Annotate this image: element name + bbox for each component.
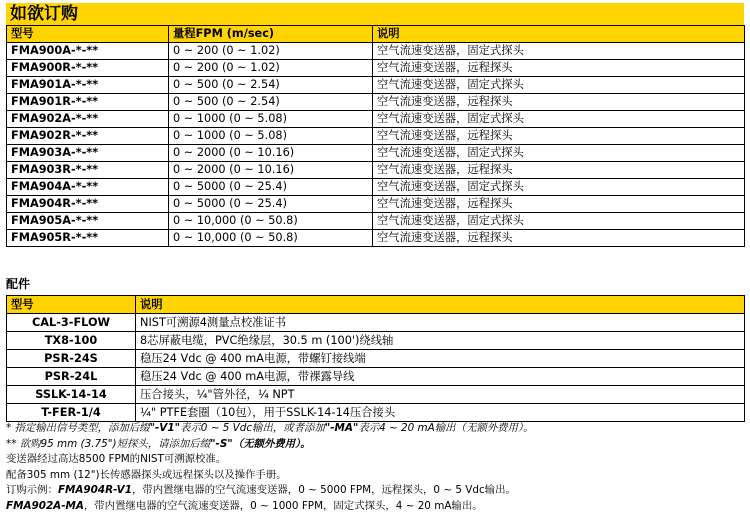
table-row <box>7 60 745 77</box>
table-row <box>7 213 745 230</box>
acc-header-description: 说明 <box>136 296 745 314</box>
acc-model-cell: T-FER-1/4 <box>7 404 136 422</box>
table-row <box>7 128 745 145</box>
description-cell: 空气流速变送器，固定式探头 <box>373 213 745 230</box>
acc-header-model: 型号 <box>7 296 136 314</box>
description-cell: 空气流速变送器，固定式探头 <box>373 179 745 196</box>
table-row <box>7 145 745 162</box>
notes <box>6 421 746 515</box>
range-cell: 0 ~ 200 (0 ~ 1.02) <box>169 43 373 60</box>
note-example-1: 订购示例：FMA904R-V1，带内置继电器的空气流速变送器，0 ~ 5000 FPM，远程探头，0 ~ 5 Vdc输出。 <box>6 484 516 497</box>
model-cell: FMA900R-*-** <box>7 60 169 77</box>
range-cell: 0 ~ 1000 (0 ~ 5.08) <box>169 128 373 145</box>
model-cell: FMA902R-*-** <box>7 128 169 145</box>
description-cell: 空气流速变送器，固定式探头 <box>373 43 745 60</box>
table-row <box>7 404 745 422</box>
table-row <box>7 179 745 196</box>
header-range: 量程FPM (m/sec) <box>169 26 373 43</box>
table-row <box>7 350 745 368</box>
table-row <box>7 77 745 94</box>
range-cell: 0 ~ 2000 (0 ~ 10.16) <box>169 162 373 179</box>
acc-description-cell: NIST可溯源4测量点校准证书 <box>136 314 745 332</box>
table-row <box>7 332 745 350</box>
description-cell: 空气流速变送器，固定式探头 <box>373 111 745 128</box>
description-cell: 空气流速变送器，远程探头 <box>373 94 745 111</box>
range-cell: 0 ~ 5000 (0 ~ 25.4) <box>169 179 373 196</box>
accessories-table <box>6 295 745 422</box>
acc-description-cell: 8芯屏蔽电缆，PVC绝缘层，30.5 m (100')绕线轴 <box>136 332 745 350</box>
note-included: 配备305 mm (12")长传感器探头或远程探头以及操作手册。 <box>6 468 287 481</box>
note-short-probe: ** 欲购95 mm (3.75")短探头，请添加后缀"-S"（无额外费用）。 <box>6 437 311 450</box>
acc-description-cell: 稳压24 Vdc @ 400 mA电源，带裸露导线 <box>136 368 745 386</box>
header-description: 说明 <box>373 26 745 43</box>
model-cell: FMA903R-*-** <box>7 162 169 179</box>
table-row <box>7 386 745 404</box>
description-cell: 空气流速变送器，远程探头 <box>373 196 745 213</box>
range-cell: 0 ~ 500 (0 ~ 2.54) <box>169 77 373 94</box>
model-cell: FMA905R-*-** <box>7 230 169 247</box>
table-row <box>7 111 745 128</box>
acc-description-cell: 压合接头，¼"管外径，¼ NPT <box>136 386 745 404</box>
model-cell: FMA902A-*-** <box>7 111 169 128</box>
table-row <box>7 94 745 111</box>
table-row <box>7 162 745 179</box>
description-cell: 空气流速变送器，远程探头 <box>373 230 745 247</box>
accessories-table-header <box>7 296 745 314</box>
note-example-2: FMA902A-MA，带内置继电器的空气流速变送器，0 ~ 1000 FPM，固定式探头，4 ~ 20 mA输出。 <box>6 499 483 512</box>
table-row <box>7 230 745 247</box>
description-cell: 空气流速变送器，固定式探头 <box>373 145 745 162</box>
description-cell: 空气流速变送器，远程探头 <box>373 128 745 145</box>
range-cell: 0 ~ 10,000 (0 ~ 50.8) <box>169 230 373 247</box>
order-table <box>6 25 745 247</box>
acc-description-cell: 稳压24 Vdc @ 400 mA电源，带螺钉接线端 <box>136 350 745 368</box>
description-cell: 空气流速变送器，远程探头 <box>373 60 745 77</box>
acc-model-cell: PSR-24S <box>7 350 136 368</box>
model-cell: FMA903A-*-** <box>7 145 169 162</box>
acc-model-cell: PSR-24L <box>7 368 136 386</box>
table-row <box>7 196 745 213</box>
note-calibration: 变送器经过高达8500 FPM的NIST可溯源校准。 <box>6 453 227 466</box>
model-cell: FMA900A-*-** <box>7 43 169 60</box>
acc-model-cell: SSLK-14-14 <box>7 386 136 404</box>
acc-model-cell: CAL-3-FLOW <box>7 314 136 332</box>
page-title: 如欲订购 <box>10 4 78 24</box>
acc-description-cell: ¼" PTFE套圈（10包），用于SSLK-14-14压合接头 <box>136 404 745 422</box>
title-bar <box>6 3 744 25</box>
table-row <box>7 368 745 386</box>
model-cell: FMA904A-*-** <box>7 179 169 196</box>
model-cell: FMA905A-*-** <box>7 213 169 230</box>
order-table-header <box>7 26 745 43</box>
note-output-signal: * 指定输出信号类型，添加后缀"-V1"表示0 ~ 5 Vdc输出，或者添加"-MA"表示4 ~ 20 mA输出（无额外费用）。 <box>6 422 534 434</box>
table-row <box>7 314 745 332</box>
range-cell: 0 ~ 2000 (0 ~ 10.16) <box>169 145 373 162</box>
description-cell: 空气流速变送器，固定式探头 <box>373 77 745 94</box>
range-cell: 0 ~ 200 (0 ~ 1.02) <box>169 60 373 77</box>
model-cell: FMA901A-*-** <box>7 77 169 94</box>
table-row <box>7 43 745 60</box>
header-model: 型号 <box>7 26 169 43</box>
range-cell: 0 ~ 5000 (0 ~ 25.4) <box>169 196 373 213</box>
acc-model-cell: TX8-100 <box>7 332 136 350</box>
accessories-title: 配件 <box>6 277 31 291</box>
model-cell: FMA904R-*-** <box>7 196 169 213</box>
range-cell: 0 ~ 1000 (0 ~ 5.08) <box>169 111 373 128</box>
range-cell: 0 ~ 10,000 (0 ~ 50.8) <box>169 213 373 230</box>
description-cell: 空气流速变送器，远程探头 <box>373 162 745 179</box>
model-cell: FMA901R-*-** <box>7 94 169 111</box>
range-cell: 0 ~ 500 (0 ~ 2.54) <box>169 94 373 111</box>
